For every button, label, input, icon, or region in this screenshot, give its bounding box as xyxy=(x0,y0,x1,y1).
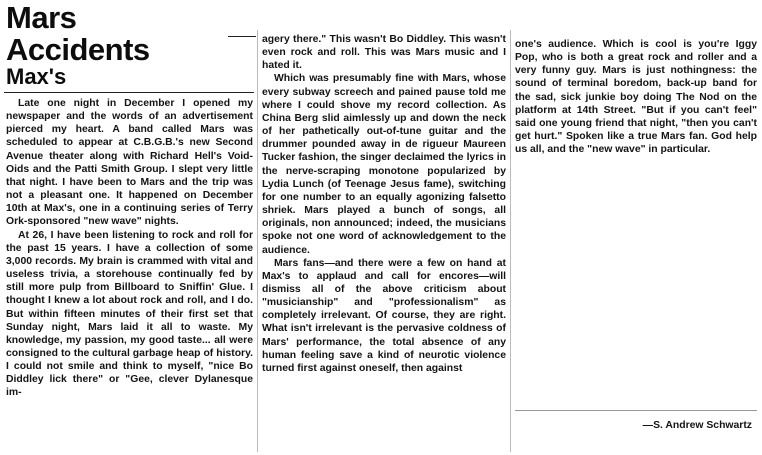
paragraph: At 26, I have been listening to rock and roll for the past 15 years. I have a collection of some 3,000 records. My brain is crammed with vital and useless trivia, a storehouse continually fed by still more pulp from Billboard to Sniffin' Glue. I thought I knew a lot about rock and roll, and I do. But within fifteen minutes of their first set that Sunday night, Mars laid it all to waste. My knowledge, my passion, my good taste... all were consigned to the cultural garbage heap of history. I could not smile and think to myself, "nice Bo Diddley lick there" or "Gee, clever Dylanesque im- xyxy=(6,229,253,399)
article-headline xyxy=(6,2,251,88)
paragraph: Late one night in December I opened my newspaper and the words of an advertisement pierced my heart. A band called Mars was scheduled to appear at C.B.G.B.'s new Second Avenue theater along with Richard Hell's Void-Oids and the Patti Smith Group. I slept very little that night. I have been to Mars and the trip was not a pleasant one. It happened on December 10th at Max's, one in a continuing series of Terry Ork-sponsored "new wave" nights. xyxy=(6,98,253,228)
paragraph: one's audience. Which is cool is you're Iggy Pop, who is both a great rock and roller and a very funny guy. Mars is just nothingness: the sound of terminal boredom, back-up band for the sad, sick junkie boy doing The Nod on the platform at 14th Street. "But if you can't feel" said one young friend that night, "then you can't get hurt." Spoken like a true Mars fan. God help us all, and the "new wave" in particular. xyxy=(515,39,757,156)
byline-rule xyxy=(515,410,757,411)
paragraph: Which was presumably fine with Mars, whose every subway screech and pained pause told me where I could shove my record collection. As China Berg slid aimlessly up and down the neck of her pathetically out-of-tune guitar and the drummer pounded away in de rigueur Maureen Tucker fashion, the singer declaimed the lyrics in the nerve-scraping monotone popularized by Lydia Lunch (of Teenage Jesus fame), switching for one number to an equally agonizing falsetto shriek. Mars played a bunch of songs, all originals, non announced; indeed, the musicians spoke not one word of acknowledgement to the audience. xyxy=(262,73,506,256)
paragraph: agery there." This wasn't Bo Diddley. This wasn't even rock and roll. This was Mars music and I hated it. xyxy=(262,34,506,72)
headline-line-3: Max's xyxy=(6,64,67,89)
article-column-2 xyxy=(262,33,506,375)
headline-line-2: Accidents xyxy=(6,32,150,67)
column-divider xyxy=(257,30,258,452)
headline-top-rule xyxy=(228,36,256,37)
article-column-1 xyxy=(6,97,253,400)
headline-line-1: Mars xyxy=(6,0,77,35)
headline-rule xyxy=(4,92,254,93)
paragraph: Mars fans—and there were a few on hand at Max's to applaud and call for encores—will dismiss all of the above criticism about "musicianship" and "professionalism" as completely irrelevant. Of course, they are right. What isn't irrelevant is the pervasive coldness of Mars' performance, the total absence of any human feeling save a kind of neurotic violence turned first against oneself, then against xyxy=(262,257,506,374)
byline: —S. Andrew Schwartz xyxy=(642,420,752,431)
column-divider xyxy=(510,30,511,452)
article-column-3 xyxy=(515,38,757,156)
